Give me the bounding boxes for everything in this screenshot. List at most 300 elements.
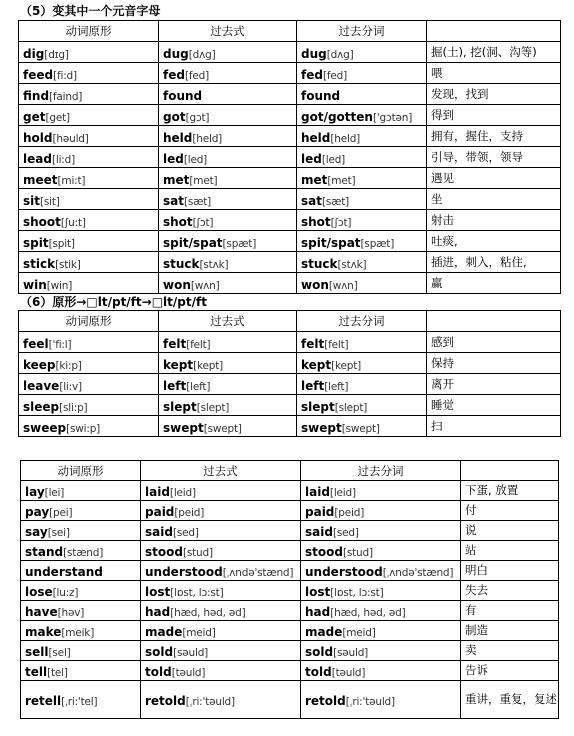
past-participle-word: left [301, 378, 325, 393]
past-tense-word: told [145, 665, 172, 679]
column-header [427, 311, 561, 332]
past-tense-cell [141, 681, 301, 719]
past-tense-word: had [145, 605, 171, 619]
column-header: 过去式 [159, 311, 297, 332]
base-form-cell [21, 621, 141, 641]
past-tense-word: stood [145, 545, 183, 559]
base-form-cell [21, 641, 141, 661]
past-tense-phonetic: [sæt] [183, 195, 212, 208]
verb-row [21, 581, 559, 601]
base-form-phonetic: [mi:t] [57, 174, 86, 187]
past-participle-cell [297, 231, 427, 252]
base-form-word: lead [23, 151, 52, 166]
past-tense-cell [141, 621, 301, 641]
base-form-phonetic: [spit] [48, 237, 75, 250]
past-participle-cell [297, 332, 427, 353]
past-tense-cell [159, 332, 297, 353]
base-form-phonetic: [stænd] [63, 547, 104, 559]
past-participle-word: sold [305, 645, 334, 659]
past-participle-word: held [301, 130, 331, 145]
base-form-word: feel [23, 336, 49, 351]
base-form-word: stick [23, 256, 56, 271]
past-tense-phonetic: [swept] [203, 422, 242, 435]
meaning-cell: 付 [461, 501, 559, 521]
base-form-phonetic: [dɪg] [44, 48, 69, 61]
past-tense-cell [141, 661, 301, 681]
past-tense-word: fed [163, 67, 185, 82]
base-form-cell [19, 168, 159, 189]
past-tense-cell [159, 416, 297, 437]
past-tense-cell [159, 252, 297, 273]
verb-row [19, 416, 561, 437]
past-tense-phonetic: [meid] [182, 627, 216, 639]
past-tense-cell [159, 126, 297, 147]
meaning-cell: 引导，带领，领导 [427, 147, 561, 168]
verb-row [21, 521, 559, 541]
base-form-phonetic: [swi:p] [66, 422, 101, 435]
past-participle-cell [297, 63, 427, 84]
header-row [21, 461, 559, 481]
meaning-cell: 说 [461, 521, 559, 541]
base-form-word: lay [25, 485, 45, 499]
past-participle-phonetic: [ˌri:'təuld] [345, 696, 395, 708]
meaning-cell: 卖 [461, 641, 559, 661]
meaning-cell: 感到 [427, 332, 561, 353]
base-form-word: spit [23, 235, 49, 250]
verb-row [19, 147, 561, 168]
base-form-phonetic: [həuld] [52, 132, 89, 145]
past-participle-word: found [301, 88, 341, 103]
past-participle-word: got/gotten [301, 109, 373, 124]
past-participle-cell [297, 84, 427, 105]
base-form-word: tell [25, 665, 48, 679]
past-tense-phonetic: [stud] [182, 547, 213, 559]
base-form-phonetic: [li:d] [51, 153, 75, 166]
column-header: 过去分词 [301, 461, 461, 481]
verb-row [19, 63, 561, 84]
section-7-table [20, 460, 559, 719]
base-form-phonetic: [həv] [57, 607, 85, 619]
past-participle-phonetic: [left] [324, 380, 349, 393]
past-participle-cell [301, 661, 461, 681]
base-form-cell [19, 332, 159, 353]
base-form-phonetic: [fi:d] [53, 69, 77, 82]
verb-row [21, 481, 559, 501]
base-form-cell [19, 189, 159, 210]
base-form-cell [21, 561, 141, 581]
column-header: 过去分词 [297, 21, 427, 42]
base-form-phonetic: [faind] [49, 90, 83, 103]
past-participle-cell [301, 641, 461, 661]
past-participle-word: sat [301, 193, 322, 208]
past-tense-word: paid [145, 505, 175, 519]
base-form-cell [19, 273, 159, 294]
past-tense-phonetic: [fed] [184, 69, 209, 82]
base-form-word: shoot [23, 214, 61, 229]
verb-row [19, 395, 561, 416]
base-form-word: win [23, 277, 47, 292]
past-tense-word: got [163, 109, 186, 124]
past-tense-word: slept [163, 399, 197, 414]
column-header [427, 21, 561, 42]
section-5-title: （5）变其中一个元音字母 [20, 4, 161, 18]
past-participle-phonetic: ['gɔtən] [372, 111, 413, 124]
past-participle-word: stuck [301, 256, 338, 271]
meaning-cell: 射击 [427, 210, 561, 231]
verb-row [21, 541, 559, 561]
section-6-table [18, 310, 561, 437]
past-participle-word: swept [301, 420, 342, 435]
past-participle-word: stood [305, 545, 343, 559]
past-tense-word: made [145, 625, 183, 639]
past-tense-phonetic: [dʌg] [188, 48, 216, 61]
past-participle-phonetic: [led] [321, 153, 346, 166]
past-participle-word: felt [301, 336, 325, 351]
header-row [19, 21, 561, 42]
base-form-cell [19, 231, 159, 252]
past-participle-word: laid [305, 485, 330, 499]
past-participle-word: said [305, 525, 333, 539]
base-form-cell [21, 581, 141, 601]
past-tense-word: said [145, 525, 173, 539]
base-form-cell [19, 210, 159, 231]
past-tense-word: led [163, 151, 184, 166]
past-participle-cell [301, 481, 461, 501]
past-participle-word: told [305, 665, 332, 679]
past-participle-cell [297, 353, 427, 374]
meaning-cell: 发现，找到 [427, 84, 561, 105]
past-participle-cell [297, 168, 427, 189]
meaning-cell: 有 [461, 601, 559, 621]
meaning-cell: 喂 [427, 63, 561, 84]
base-form-phonetic: [sit] [40, 195, 60, 208]
verb-row [21, 621, 559, 641]
past-tense-cell [159, 84, 297, 105]
base-form-phonetic: ['fi:l] [48, 338, 72, 351]
past-participle-cell [297, 252, 427, 273]
base-form-cell [19, 147, 159, 168]
base-form-phonetic: [sli:p] [59, 401, 88, 414]
base-form-phonetic: [tel] [47, 667, 68, 679]
base-form-word: sweep [23, 420, 67, 435]
verb-row [19, 84, 561, 105]
past-participle-word: spit/spat [301, 235, 361, 250]
section-5-body [19, 21, 561, 294]
base-form-phonetic: [meik] [61, 627, 95, 639]
verb-row [19, 374, 561, 395]
past-tense-cell [159, 353, 297, 374]
meaning-cell: 睡觉 [427, 395, 561, 416]
past-participle-word: retold [305, 694, 346, 708]
past-participle-phonetic: [ˌʌndə'stænd] [382, 567, 454, 579]
past-tense-phonetic: [gɔt] [185, 111, 210, 124]
column-header: 动词原形 [21, 461, 141, 481]
base-form-phonetic: [ˌri:'tel] [61, 696, 98, 708]
base-form-cell [21, 681, 141, 719]
base-form-word: keep [23, 357, 56, 372]
past-tense-word: laid [145, 485, 170, 499]
past-participle-cell [297, 147, 427, 168]
past-participle-word: fed [301, 67, 323, 82]
past-participle-phonetic: [kept] [331, 359, 362, 372]
base-form-word: have [25, 605, 58, 619]
base-form-cell [19, 84, 159, 105]
verb-row [21, 561, 559, 581]
base-form-phonetic: [ki:p] [55, 359, 82, 372]
past-participle-cell [301, 501, 461, 521]
past-participle-cell [297, 273, 427, 294]
base-form-word: sleep [23, 399, 60, 414]
past-tense-phonetic: [ʃɔt] [192, 216, 214, 229]
past-tense-cell [159, 395, 297, 416]
base-form-cell [19, 374, 159, 395]
column-header: 过去式 [159, 21, 297, 42]
section-7-body [21, 461, 559, 719]
base-form-word: sell [25, 645, 49, 659]
verb-row [19, 189, 561, 210]
meaning-cell: 离开 [427, 374, 561, 395]
past-participle-cell [301, 601, 461, 621]
past-tense-cell [159, 210, 297, 231]
past-participle-phonetic: [səuld] [333, 647, 369, 659]
past-tense-cell [141, 481, 301, 501]
base-form-word: pay [25, 505, 50, 519]
past-tense-cell [141, 641, 301, 661]
past-tense-word: kept [163, 357, 194, 372]
past-participle-phonetic: [təuld] [331, 667, 366, 679]
base-form-cell [19, 416, 159, 437]
verb-row [21, 641, 559, 661]
verb-row [19, 210, 561, 231]
past-tense-cell [141, 581, 301, 601]
base-form-cell [19, 395, 159, 416]
past-tense-word: sat [163, 193, 184, 208]
meaning-cell: 失去 [461, 581, 559, 601]
header-row [19, 311, 561, 332]
past-participle-word: slept [301, 399, 335, 414]
past-participle-phonetic: [swept] [341, 422, 380, 435]
past-participle-phonetic: [stʌk] [337, 258, 367, 271]
past-participle-phonetic: [meid] [342, 627, 376, 639]
past-tense-word: sold [145, 645, 174, 659]
verb-row [21, 501, 559, 521]
column-header [461, 461, 559, 481]
verb-row [19, 332, 561, 353]
past-tense-phonetic: [slept] [196, 401, 230, 414]
base-form-phonetic: [stik] [55, 258, 81, 271]
meaning-cell: 保持 [427, 353, 561, 374]
verb-row [21, 681, 559, 719]
past-participle-phonetic: [held] [330, 132, 361, 145]
past-participle-phonetic: [stud] [342, 547, 373, 559]
past-participle-phonetic: [dʌg] [326, 48, 354, 61]
base-form-cell [19, 42, 159, 63]
past-participle-cell [297, 210, 427, 231]
past-tense-phonetic: [stʌk] [199, 258, 229, 271]
base-form-phonetic: [sel] [48, 647, 71, 659]
past-tense-phonetic: [lɒst, lɔ:st] [170, 587, 224, 599]
past-tense-phonetic: [təuld] [171, 667, 206, 679]
column-header: 过去分词 [297, 311, 427, 332]
past-tense-cell [141, 521, 301, 541]
past-participle-word: dug [301, 46, 327, 61]
verb-row [19, 252, 561, 273]
past-participle-phonetic: [ʃɔt] [330, 216, 352, 229]
base-form-cell [21, 521, 141, 541]
past-tense-word: found [163, 88, 203, 103]
verb-row [21, 661, 559, 681]
past-tense-word: met [163, 172, 190, 187]
base-form-word: lose [25, 585, 53, 599]
past-participle-word: won [301, 277, 329, 292]
verb-row [19, 126, 561, 147]
base-form-word: leave [23, 378, 60, 393]
past-tense-phonetic: [wʌn] [190, 279, 220, 292]
past-participle-cell [301, 581, 461, 601]
meaning-cell: 扫 [427, 416, 561, 437]
verb-row [19, 231, 561, 252]
past-participle-cell [301, 681, 461, 719]
base-form-word: dig [23, 46, 45, 61]
past-participle-cell [297, 395, 427, 416]
past-participle-word: lost [305, 585, 331, 599]
past-participle-word: understood [305, 565, 383, 579]
past-tense-word: understood [145, 565, 223, 579]
past-participle-word: had [305, 605, 331, 619]
past-tense-phonetic: [leid] [169, 487, 196, 499]
meaning-cell: 制造 [461, 621, 559, 641]
base-form-word: make [25, 625, 62, 639]
base-form-cell [21, 501, 141, 521]
meaning-cell: 下蛋, 放置 [461, 481, 559, 501]
past-tense-phonetic: [kept] [193, 359, 224, 372]
base-form-cell [21, 541, 141, 561]
meaning-cell: 插进，刺入，粘住, [427, 252, 561, 273]
base-form-cell [21, 661, 141, 681]
past-participle-phonetic: [felt] [324, 338, 349, 351]
past-tense-phonetic: [met] [189, 174, 218, 187]
meaning-cell: 告诉 [461, 661, 559, 681]
past-participle-phonetic: [slept] [334, 401, 368, 414]
past-participle-cell [297, 374, 427, 395]
base-form-word: understand [25, 565, 103, 579]
past-participle-phonetic: [sæt] [321, 195, 350, 208]
base-form-phonetic: [win] [46, 279, 73, 292]
past-tense-cell [159, 374, 297, 395]
past-tense-word: dug [163, 46, 189, 61]
past-tense-word: retold [145, 694, 186, 708]
past-participle-phonetic: [wʌn] [328, 279, 358, 292]
section-6-title: （6）原形→□lt/pt/ft→□lt/pt/ft [20, 295, 207, 309]
verb-row [19, 42, 561, 63]
base-form-cell [19, 105, 159, 126]
verb-row [19, 168, 561, 189]
base-form-cell [19, 126, 159, 147]
meaning-cell: 拥有，握住，支持 [427, 126, 561, 147]
past-participle-cell [301, 621, 461, 641]
past-tense-cell [141, 501, 301, 521]
past-tense-cell [141, 541, 301, 561]
past-tense-cell [141, 561, 301, 581]
past-tense-phonetic: [sed] [172, 527, 199, 539]
column-header: 动词原形 [19, 21, 159, 42]
section-5-table [18, 20, 561, 294]
past-participle-word: led [301, 151, 322, 166]
base-form-cell [19, 353, 159, 374]
past-participle-phonetic: [peid] [334, 507, 365, 519]
past-tense-word: shot [163, 214, 193, 229]
verb-row [19, 273, 561, 294]
past-tense-word: spit/spat [163, 235, 223, 250]
meaning-cell: 吐痰, [427, 231, 561, 252]
past-tense-phonetic: [ˌʌndə'stænd] [222, 567, 294, 579]
past-tense-cell [159, 147, 297, 168]
past-tense-phonetic: [ˌri:'təuld] [185, 696, 235, 708]
base-form-phonetic: [lei] [44, 487, 65, 499]
meaning-cell: 明白 [461, 561, 559, 581]
base-form-cell [19, 252, 159, 273]
meaning-cell: 遇见 [427, 168, 561, 189]
column-header: 动词原形 [19, 311, 159, 332]
base-form-word: stand [25, 545, 64, 559]
past-participle-phonetic: [spæt] [360, 237, 395, 250]
past-tense-cell [159, 231, 297, 252]
past-tense-cell [159, 189, 297, 210]
base-form-word: get [23, 109, 46, 124]
meaning-cell: 赢 [427, 273, 561, 294]
past-tense-word: held [163, 130, 193, 145]
past-participle-phonetic: [fed] [322, 69, 347, 82]
past-participle-word: shot [301, 214, 331, 229]
past-participle-cell [301, 561, 461, 581]
base-form-cell [21, 601, 141, 621]
past-participle-cell [297, 126, 427, 147]
base-form-word: retell [25, 694, 62, 708]
past-participle-cell [301, 521, 461, 541]
past-tense-word: left [163, 378, 187, 393]
past-participle-cell [301, 541, 461, 561]
past-participle-cell [297, 189, 427, 210]
verb-row [21, 601, 559, 621]
meaning-cell: 得到 [427, 105, 561, 126]
past-tense-word: felt [163, 336, 187, 351]
past-tense-cell [159, 63, 297, 84]
past-participle-phonetic: [hæd, həd, əd] [330, 607, 406, 619]
base-form-phonetic: [pei] [49, 507, 73, 519]
base-form-cell [19, 63, 159, 84]
past-tense-cell [159, 42, 297, 63]
past-tense-phonetic: [felt] [186, 338, 211, 351]
past-tense-word: stuck [163, 256, 200, 271]
past-participle-cell [297, 105, 427, 126]
past-tense-phonetic: [left] [186, 380, 211, 393]
base-form-word: find [23, 88, 50, 103]
base-form-phonetic: [ʃu:t] [60, 216, 86, 229]
past-participle-word: paid [305, 505, 335, 519]
past-tense-cell [159, 273, 297, 294]
past-tense-cell [159, 168, 297, 189]
past-tense-phonetic: [səuld] [173, 647, 209, 659]
meaning-cell: 掘(土), 挖(洞、沟等) [427, 42, 561, 63]
past-tense-word: lost [145, 585, 171, 599]
past-tense-phonetic: [led] [183, 153, 208, 166]
past-participle-word: met [301, 172, 328, 187]
past-tense-phonetic: [spæt] [222, 237, 257, 250]
past-participle-word: kept [301, 357, 332, 372]
past-participle-phonetic: [sed] [332, 527, 359, 539]
past-participle-cell [297, 416, 427, 437]
base-form-phonetic: [li:v] [59, 380, 82, 393]
